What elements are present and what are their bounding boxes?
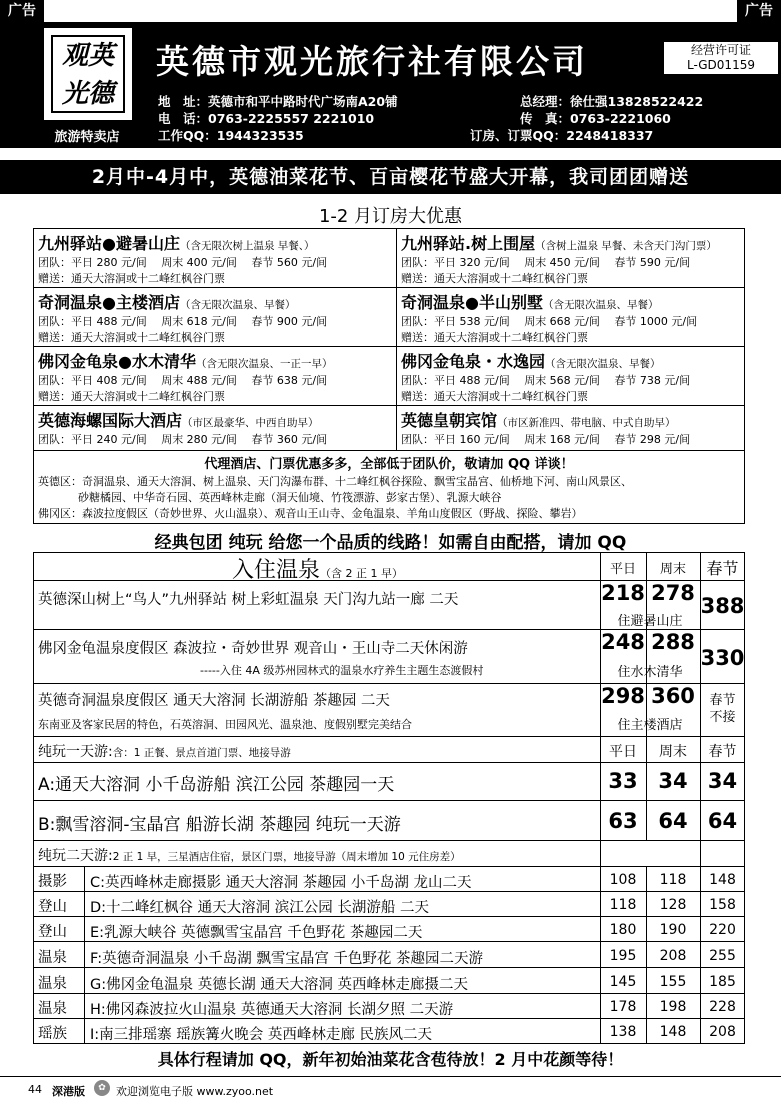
company-logo	[44, 28, 132, 120]
hotel-note: （含无限次树上温泉 早餐、）	[179, 240, 315, 252]
hotel-note: （含无限次温泉、早餐）	[545, 358, 661, 370]
route-category: 登山	[38, 924, 67, 940]
twoday-spring-price: 220	[709, 922, 736, 938]
page-number: 44	[28, 1083, 42, 1096]
hotel-gift: 赠送：通天大溶洞或十二峰红枫谷门票	[38, 272, 225, 285]
twoday-title: 纯玩二天游:	[38, 848, 113, 864]
top-bar	[0, 0, 781, 22]
festival-banner: 2月中-4月中，英德油菜花节、百亩樱花节盛大开幕，我司团团赠送	[0, 160, 781, 194]
route-category: 温泉	[38, 1001, 67, 1017]
twoday-route-name: C:英西峰林走廊摄影 通天大溶洞 茶趣园 小千岛湖 龙山二天	[90, 875, 472, 891]
hotel-name: 奇洞温泉●半山别墅	[401, 293, 543, 312]
company-order-qq: 订房、订票QQ：2248418337	[470, 128, 654, 143]
table-divider	[33, 287, 745, 288]
agency-title: 代理酒店、门票优惠多多，全部低于团队价，敬请加 QQ 详谈！	[204, 457, 574, 472]
hotel-name: 英德皇朝宾馆	[401, 411, 498, 430]
twoday-weekend-price: 190	[659, 922, 687, 938]
hotel-name: 佛冈金龟泉●水木清华	[38, 352, 196, 371]
spa-title-note: （含 2 正 1 早）	[320, 567, 403, 580]
oneday-weekday-price: 33	[608, 769, 638, 793]
spa-title-row	[232, 553, 403, 584]
twoday-header	[38, 845, 461, 865]
twoday-spring-price: 255	[709, 948, 736, 964]
oneday-spring-price: 64	[707, 809, 738, 833]
spa-route-name: 英德奇洞温泉度假区 通天大溶洞 长湖游船 茶趣园 二天	[38, 693, 390, 709]
hotel-note: （含树上温泉 早餐、未含天门沟门票）	[535, 240, 717, 252]
table-divider	[33, 840, 745, 841]
company-manager: 总经理：徐仕强13828522422	[520, 94, 704, 109]
table-divider	[33, 736, 745, 737]
edition-label: 深港版	[52, 1085, 85, 1098]
twoday-spring-price: 158	[709, 897, 736, 913]
table-divider	[33, 800, 745, 801]
twoday-route-name: H:佛冈森波拉火山温泉 英德通天大溶洞 长湖夕照 二天游	[90, 1002, 454, 1018]
route-category: 瑶族	[38, 1026, 67, 1042]
table-divider	[84, 866, 85, 1044]
license-number: L-GD01159	[687, 58, 755, 72]
route-category: 摄影	[38, 874, 67, 890]
twoday-weekday-price: 108	[609, 872, 637, 888]
oneday-weekday-price: 63	[608, 809, 638, 833]
table-divider	[33, 405, 745, 406]
spa-route-name: 佛冈金龟温泉度假区 森波拉・奇妙世界 观音山・王山寺二天休闲游	[38, 641, 468, 657]
hotel-note: （含无限次温泉、早餐）	[542, 299, 659, 311]
hotel-cell	[38, 349, 332, 404]
spa-spring-price: 388	[700, 594, 745, 618]
hotel-cell	[401, 408, 690, 447]
site-link[interactable]: 欢迎浏览电子版 www.zyoo.net	[116, 1085, 274, 1098]
hotel-prices: 团队：平日 488 元/间 周末 568 元/间 春节 738 元/间	[401, 374, 691, 387]
hotel-prices: 团队：平日 538 元/间 周末 668 元/间 春节 1000 元/间	[401, 315, 698, 328]
twoday-route-name: D:十二峰红枫谷 通天大溶洞 滨江公园 长湖游船 二天	[90, 900, 429, 916]
hotel-cell	[401, 349, 690, 404]
oneday-route-name: B:飘雪溶洞-宝晶宫 船游长湖 茶趣园 纯玩一天游	[38, 815, 401, 835]
oneday-weekend-price: 34	[658, 769, 688, 793]
footer-divider	[0, 1076, 781, 1077]
col-spring: 春节	[706, 559, 739, 578]
company-name: 英德市观光旅行社有限公司	[156, 42, 588, 81]
twoday-weekend-price: 148	[659, 1024, 687, 1040]
oneday-route-name: A:通天大溶洞 小千岛游船 滨江公园 茶趣园一天	[38, 775, 395, 795]
license-label: 经营许可证	[690, 43, 751, 57]
hotel-prices: 团队：平日 160 元/间 周末 168 元/间 春节 298 元/间	[401, 433, 691, 446]
agency-yingde-line2: 砂糖橘园、中华奇石园、英西峰林走廊（洞天仙境、竹筏漂游、彭家古堡）、乳源大峡谷	[78, 491, 502, 504]
hotel-gift: 赠送：通天大溶洞或十二峰红枫谷门票	[401, 390, 588, 403]
hotel-gift: 赠送：通天大溶洞或十二峰红枫谷门票	[38, 331, 225, 344]
twoday-route-name: G:佛冈金龟温泉 英德长湖 通天大溶洞 英西峰林走廊摄二天	[90, 977, 468, 993]
agency-fogang: 佛冈区：森波拉度假区（奇妙世界、火山温泉）、观音山王山寺、金龟温泉、羊角山度假区（野战、探险、攀岩）	[38, 507, 583, 520]
spa-spring-note: 春节 不接	[709, 693, 736, 725]
twoday-weekend-price: 155	[659, 974, 687, 990]
twoday-weekend-price: 128	[659, 897, 687, 913]
spa-title: 入住温泉	[232, 558, 321, 583]
company-fax: 传 真：0763-2221060	[520, 111, 671, 126]
hotel-cell	[38, 408, 327, 447]
company-qq: 工作QQ：1944323535	[158, 128, 304, 143]
oneday-header	[38, 741, 291, 761]
spa-route-sub: -----入住 4A 级苏州园林式的温泉水疗养生主题生态渡假村	[200, 664, 484, 677]
hotel-note: （含无限次温泉、早餐）	[179, 299, 296, 311]
oneday-title: 纯玩一天游:	[38, 744, 113, 760]
spa-route-name: 英德深山树上“鸟人”九州驿站 树上彩虹温泉 天门沟九站一廊 二天	[38, 592, 459, 608]
hotel-cell	[401, 231, 717, 286]
spa-weekend-price: 278	[651, 581, 695, 605]
closing-text: 具体行程请加 QQ，新年初始油菜花含苞待放！2 月中花颜等待！	[157, 1050, 624, 1069]
classic-title: 经典包团 纯玩 给您一个品质的线路！如需自由配搭，请加 QQ	[154, 533, 627, 553]
spa-stay: 住水木清华	[617, 665, 683, 680]
twoday-spring-price: 208	[709, 1024, 736, 1040]
hotel-name: 奇洞温泉●主楼酒店	[38, 293, 180, 312]
hotel-name: 佛冈金龟泉・水逸园	[401, 352, 546, 371]
twoday-weekday-price: 180	[609, 922, 637, 938]
oneday-weekend-price: 64	[658, 809, 688, 833]
hotel-prices: 团队：平日 408 元/间 周末 488 元/间 春节 638 元/间	[38, 374, 328, 387]
spa-route-sub: 东南亚及客家民居的特色，石英溶洞、田园风光、温泉池、度假别墅完美结合	[38, 718, 412, 731]
twoday-weekday-price: 145	[609, 974, 637, 990]
hotel-note: （市区最豪华、中西自助早）	[182, 417, 319, 429]
hotel-name: 英德海螺国际大酒店	[38, 411, 183, 430]
spa-weekday-price: 248	[601, 630, 645, 654]
hotel-cell	[38, 290, 327, 345]
hotel-note: （含无限次温泉、一正一早）	[195, 358, 333, 370]
logo-line1: 观英	[61, 41, 114, 71]
spa-weekend-price: 360	[651, 684, 695, 708]
license-badge	[664, 42, 778, 74]
col-weekday: 平日	[609, 562, 636, 577]
promo-title: 1-2 月订房大优惠	[318, 206, 463, 227]
hotel-gift: 赠送：通天大溶洞或十二峰红枫谷门票	[401, 272, 588, 285]
table-divider	[33, 450, 745, 451]
col-spring: 春节	[708, 744, 737, 760]
table-divider	[33, 866, 745, 867]
hotel-gift: 赠送：通天大溶洞或十二峰红枫谷门票	[401, 331, 588, 344]
table-divider	[700, 552, 701, 1044]
table-divider	[396, 228, 397, 450]
table-divider	[33, 346, 745, 347]
hotel-cell	[401, 290, 697, 345]
twoday-spring-price: 185	[709, 974, 736, 990]
hotel-name: 九州驿站●避暑山庄	[38, 234, 180, 253]
col-weekday: 平日	[609, 744, 637, 760]
ad-tag-right: 广告	[737, 0, 781, 22]
twoday-weekend-price: 198	[659, 999, 687, 1015]
spa-stay: 住避暑山庄	[617, 614, 683, 629]
twoday-note: 2 正 1 早，三星酒店住宿，景区门票，地接导游（周末增加 10 元住房差）	[112, 851, 461, 863]
hotel-prices: 团队：平日 280 元/间 周末 400 元/间 春节 560 元/间	[38, 256, 328, 269]
agency-yingde-line1: 英德区：奇洞温泉、通天大溶洞、树上温泉、天门沟瀑布群、十二峰红枫谷探险、飘雪宝晶宫、仙桥地下河、南山风景区、	[38, 475, 632, 488]
spa-weekday-price: 298	[601, 684, 645, 708]
twoday-weekday-price: 118	[609, 897, 637, 913]
oneday-spring-price: 34	[707, 769, 738, 793]
hotel-cell	[38, 231, 327, 286]
route-category: 温泉	[38, 950, 67, 966]
hotel-prices: 团队：平日 240 元/间 周末 280 元/间 春节 360 元/间	[38, 433, 328, 446]
hotel-gift: 赠送：通天大溶洞或十二峰红枫谷门票	[38, 390, 225, 403]
twoday-weekday-price: 178	[609, 999, 637, 1015]
logo-subtitle: 旅游特卖店	[54, 130, 120, 145]
logo-line2: 光德	[61, 79, 114, 109]
col-weekend: 周末	[659, 562, 686, 577]
twoday-weekday-price: 138	[609, 1024, 637, 1040]
twoday-weekday-price: 195	[609, 948, 637, 964]
twoday-route-name: I:南三排瑶寨 瑶族篝火晚会 英西峰林走廊 民族风二天	[90, 1027, 432, 1043]
ad-tag-left: 广告	[0, 0, 44, 22]
table-divider	[33, 762, 745, 763]
twoday-route-name: E:乳源大峡谷 英德飘雪宝晶宫 千色野花 茶趣园二天	[90, 925, 423, 941]
hotel-note: （市区新准四、带电脑、中式自助早）	[497, 417, 676, 429]
twoday-weekend-price: 208	[659, 948, 687, 964]
brand-icon: ✿	[94, 1080, 110, 1096]
twoday-weekend-price: 118	[659, 872, 687, 888]
oneday-note: 含：1 正餐、景点首道门票、地接导游	[112, 747, 291, 759]
spa-spring-price: 330	[700, 646, 745, 670]
company-phone: 电 话：0763-2225557 2221010	[158, 111, 375, 126]
hotel-prices: 团队：平日 488 元/间 周末 618 元/间 春节 900 元/间	[38, 315, 328, 328]
twoday-route-name: F:英德奇洞温泉 小千岛湖 飘雪宝晶宫 千色野花 茶趣园二天游	[90, 951, 484, 967]
spa-weekday-price: 218	[601, 581, 645, 605]
hotel-prices: 团队：平日 320 元/间 周末 450 元/间 春节 590 元/间	[401, 256, 691, 269]
route-category: 登山	[38, 899, 67, 915]
spa-stay: 住主楼酒店	[617, 718, 683, 733]
col-weekend: 周末	[659, 744, 687, 760]
twoday-spring-price: 148	[709, 872, 736, 888]
company-address: 地 址：英德市和平中路时代广场南A20铺	[158, 94, 398, 109]
spa-weekend-price: 288	[651, 630, 695, 654]
hotel-name: 九州驿站.树上围屋	[401, 234, 536, 253]
twoday-spring-price: 228	[709, 999, 736, 1015]
route-category: 温泉	[38, 976, 67, 992]
